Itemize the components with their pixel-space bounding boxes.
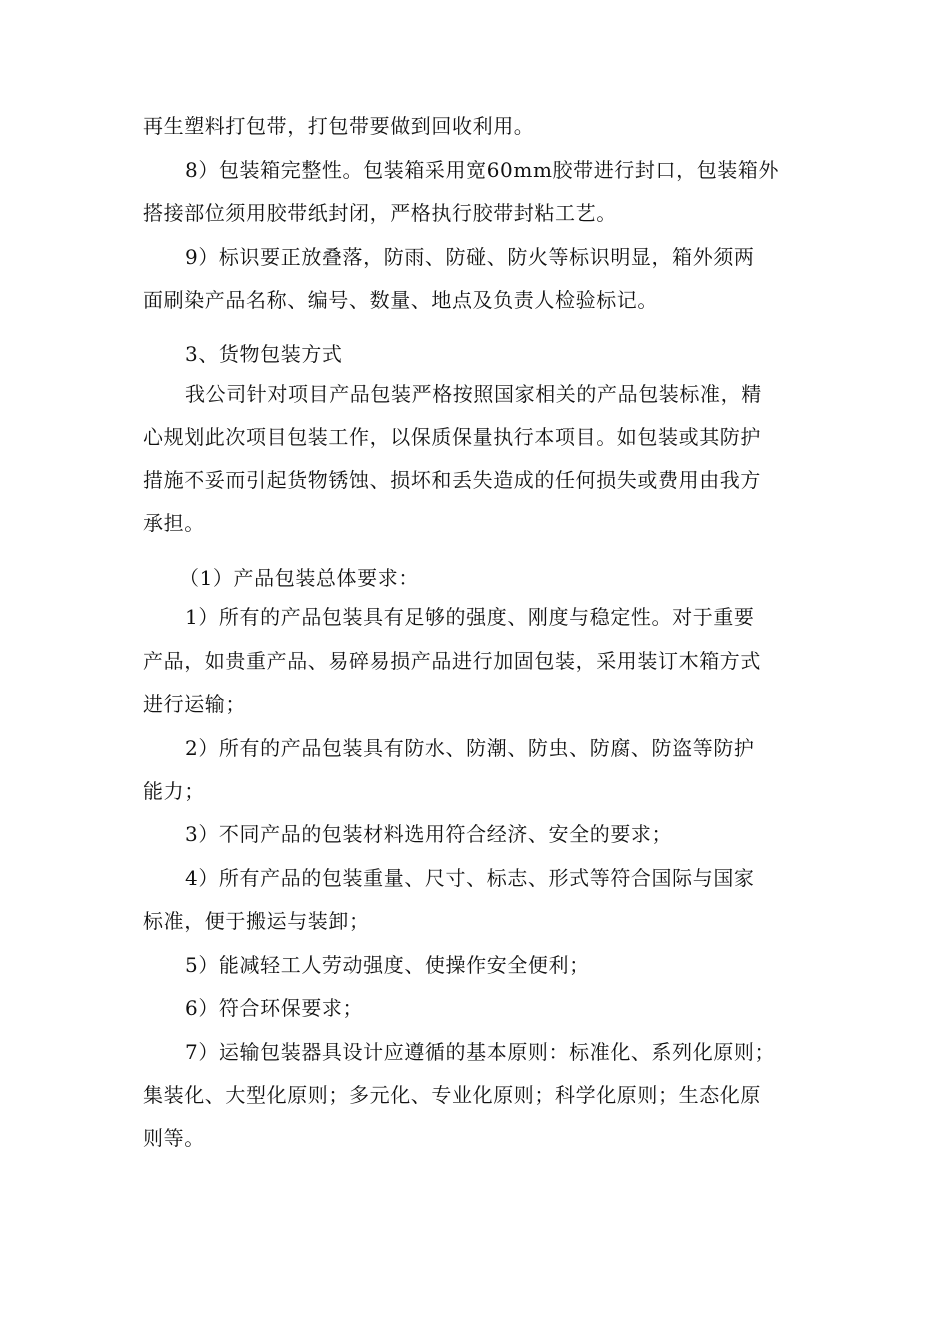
list-item-9: 9）标识要正放叠落，防雨、防碰、防火等标识明显，箱外须两 (185, 245, 755, 269)
text-line: 集装化、大型化原则；多元化、专业化原则；科学化原则；生态化原 (143, 1083, 761, 1107)
list-item-6: 6）符合环保要求； (185, 996, 364, 1020)
text-line: 面刷染产品名称、编号、数量、地点及负责人检验标记。 (143, 288, 658, 312)
subsection-heading: （1）产品包装总体要求： (179, 566, 419, 590)
text-line: 标准，便于搬运与装卸； (143, 909, 370, 933)
paragraph-line: 我公司针对项目产品包装严格按照国家相关的产品包装标准，精 (185, 382, 762, 406)
list-item-3: 3）不同产品的包装材料选用符合经济、安全的要求； (185, 822, 673, 846)
list-item-5: 5）能减轻工人劳动强度、使操作安全便利； (185, 953, 590, 977)
text-line: 搭接部位须用胶带纸封闭，严格执行胶带封粘工艺。 (143, 201, 617, 225)
paragraph-line: 措施不妥而引起货物锈蚀、损坏和丢失造成的任何损失或费用由我方 (143, 468, 761, 492)
text-line: 产品，如贵重产品、易碎易损产品进行加固包装，采用装订木箱方式 (143, 649, 761, 673)
list-item-4: 4）所有产品的包装重量、尺寸、标志、形式等符合国际与国家 (185, 866, 755, 890)
text-line: 进行运输； (143, 692, 246, 716)
paragraph-line: 心规划此次项目包装工作，以保质保量执行本项目。如包装或其防护 (143, 425, 761, 449)
list-item-1: 1）所有的产品包装具有足够的强度、刚度与稳定性。对于重要 (185, 605, 755, 629)
section-heading: 3、货物包装方式 (185, 342, 343, 366)
paragraph-line: 承担。 (143, 511, 205, 535)
text-line: 则等。 (143, 1126, 205, 1150)
text-line: 能力； (143, 779, 205, 803)
list-item-7: 7）运输包装器具设计应遵循的基本原则：标准化、系列化原则； (185, 1040, 776, 1064)
list-item-2: 2）所有的产品包装具有防水、防潮、防虫、防腐、防盗等防护 (185, 736, 755, 760)
list-item-8: 8）包装箱完整性。包装箱采用宽60mm胶带进行封口，包装箱外 (185, 158, 780, 182)
text-line: 再生塑料打包带，打包带要做到回收利用。 (143, 114, 535, 138)
